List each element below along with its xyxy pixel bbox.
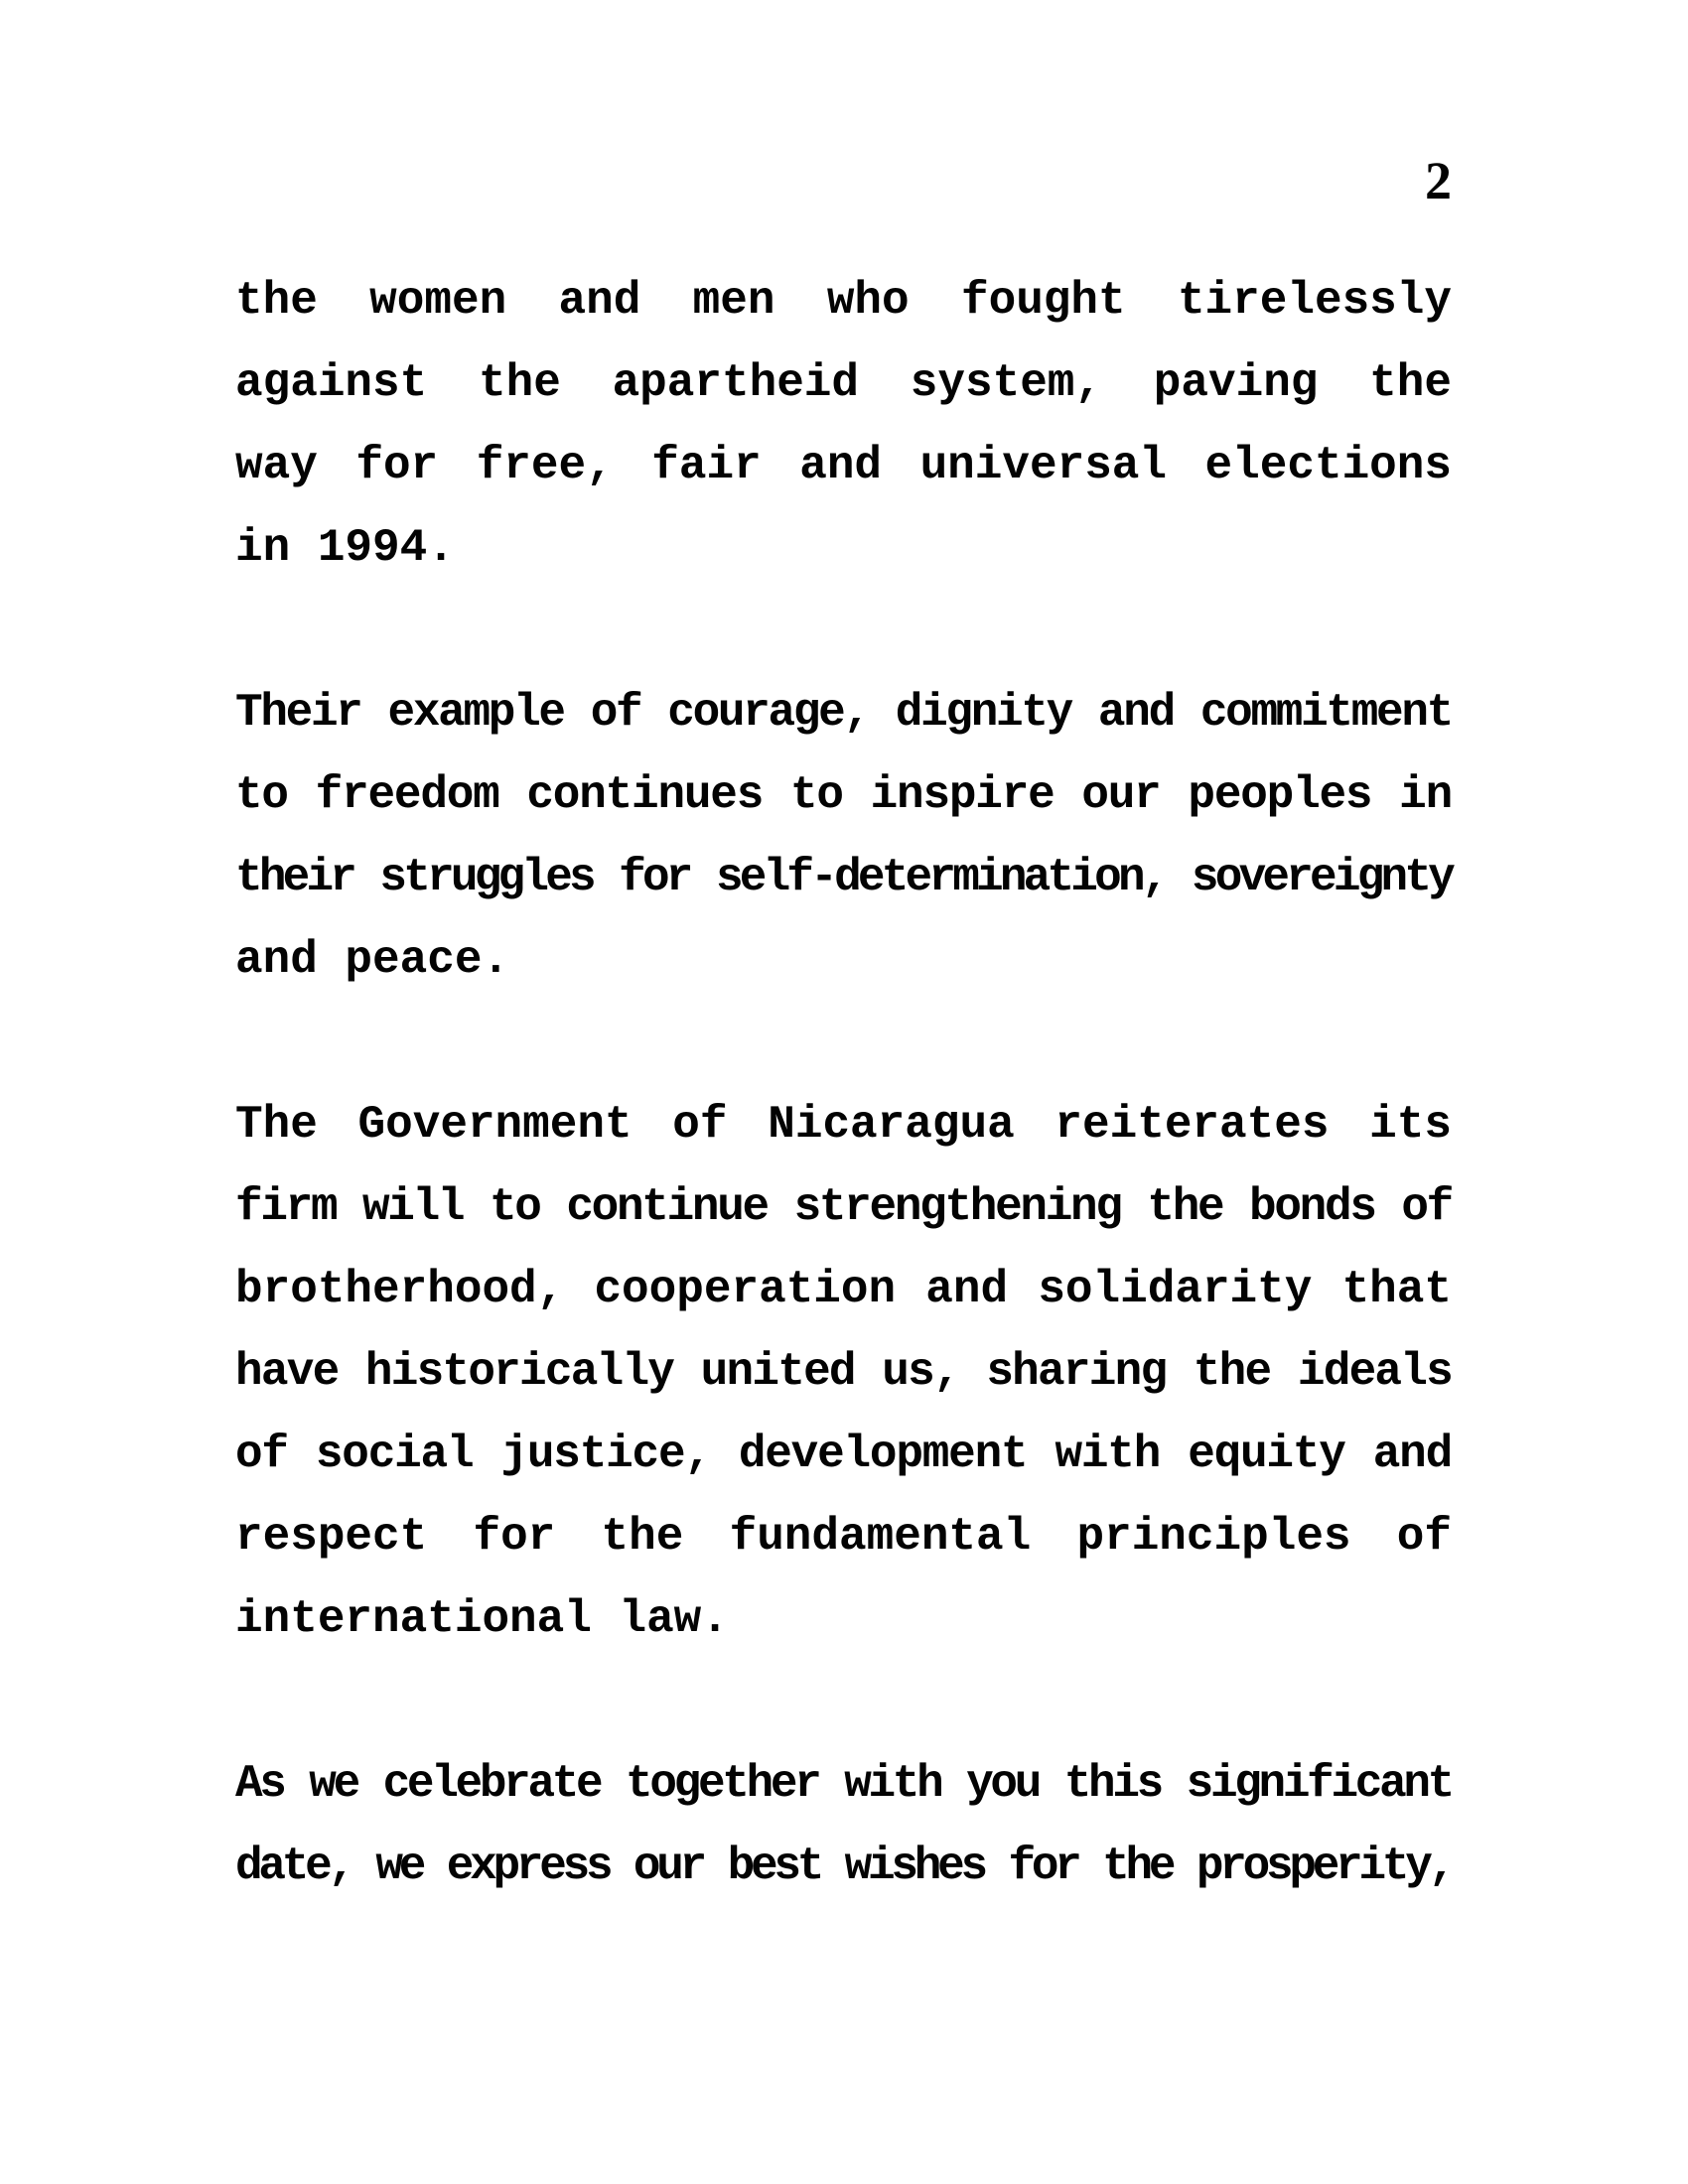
text-line: respect for the fundamental principles of: [235, 1511, 1452, 1563]
text-line: date, we express our best wishes for the prosperity,: [235, 1841, 1452, 1892]
text-line: and peace.: [235, 934, 510, 986]
text-line: brotherhood, cooperation and solidarity that: [235, 1264, 1452, 1315]
text-line: international law.: [235, 1593, 729, 1645]
paragraph: [235, 1743, 1452, 1908]
text-line: of social justice, development with equity and: [235, 1429, 1452, 1480]
text-line: in 1994.: [235, 522, 455, 574]
text-line: their struggles for self-determination, sovereignty: [235, 852, 1452, 903]
text-line: way for free, fair and universal elections: [235, 440, 1452, 491]
text-line: Their example of courage, dignity and commitment: [235, 687, 1452, 739]
text-line: the women and men who fought tirelessly: [235, 275, 1452, 327]
text-line: against the apartheid system, paving the: [235, 357, 1452, 409]
text-line: The Government of Nicaragua reiterates its: [235, 1099, 1452, 1151]
text-line: firm will to continue strengthening the bonds of: [235, 1181, 1452, 1233]
page-number: 2: [1425, 151, 1452, 210]
paragraph: [235, 672, 1452, 1002]
paragraph: [235, 260, 1452, 590]
text-line: to freedom continues to inspire our peoples in: [235, 769, 1452, 821]
text-line: As we celebrate together with you this significant: [235, 1758, 1452, 1810]
document-body: [235, 260, 1452, 1990]
text-line: have historically united us, sharing the ideals: [235, 1346, 1452, 1398]
paragraph: [235, 1084, 1452, 1661]
